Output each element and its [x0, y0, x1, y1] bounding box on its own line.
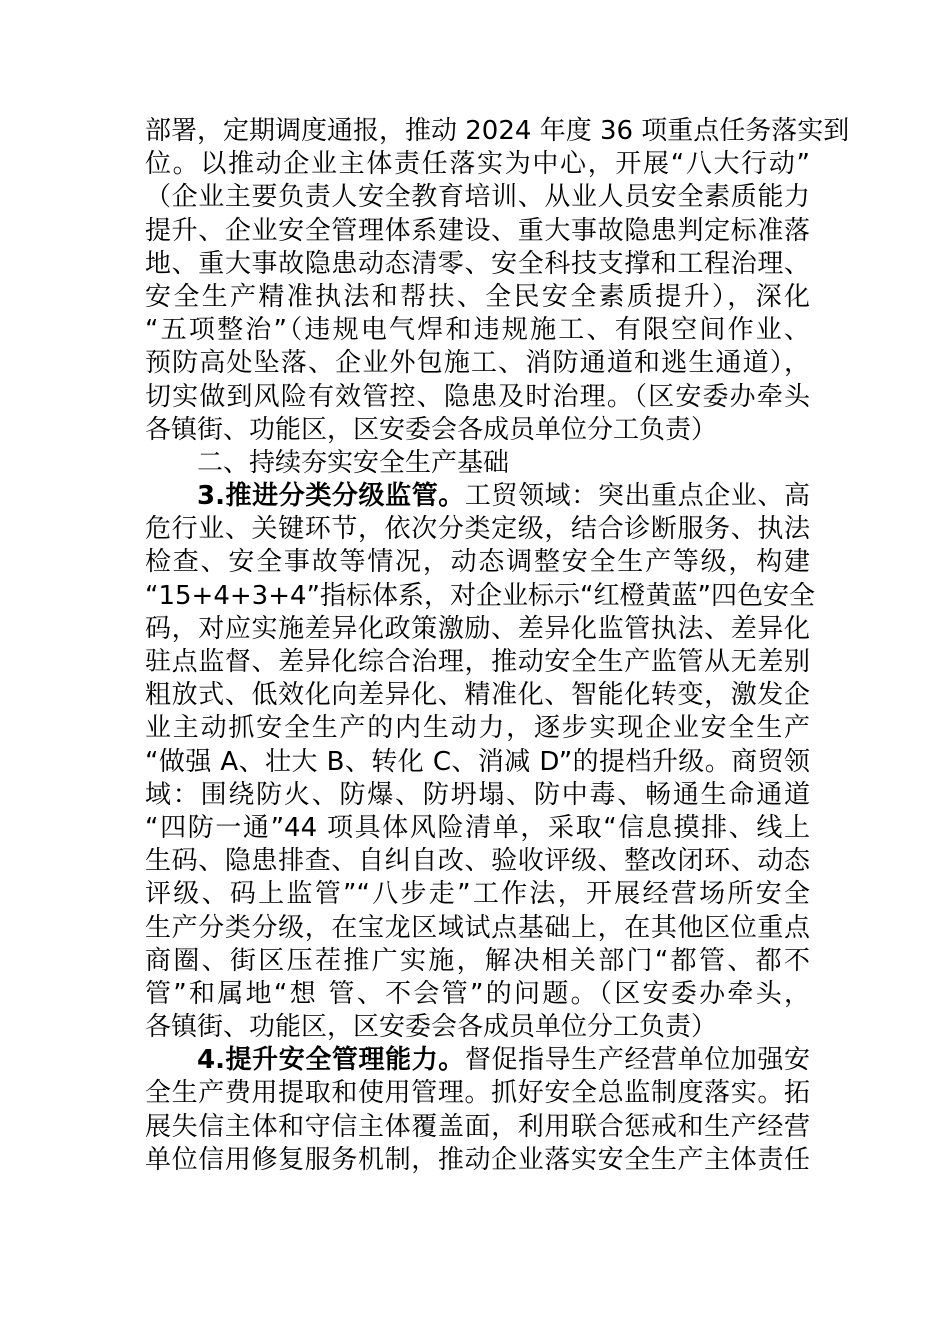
- item-4-first-line-text: 督促指导生产经营单位加强安: [464, 1045, 810, 1076]
- text-line: “四防一通”44 项具体风险清单，采取“信息摸排、线上: [145, 812, 810, 843]
- text-line: “五项整治”（违规电气焊和违规施工、有限空间作业、: [145, 315, 810, 346]
- text-line: 业主动抓安全生产的内生动力，逐步实现企业安全生产: [145, 713, 810, 744]
- text-line: 全生产费用提取和使用管理。抓好安全总监制度落实。拓: [145, 1078, 810, 1109]
- item-3-first-line-text: 工贸领域：突出重点企业、高: [464, 481, 810, 512]
- text-line: 安全生产精准执法和帮扶、全民安全素质提升），深化: [145, 281, 810, 312]
- text-line: 商圈、街区压茬推广实施，解决相关部门“都管、都不: [145, 945, 810, 976]
- text-line: 粗放式、低效化向差异化、精准化、智能化转变，激发企: [145, 680, 810, 711]
- text-line: 切实做到风险有效管控、隐患及时治理。（区安委办牵头: [145, 381, 810, 412]
- text-line: 展失信主体和守信主体覆盖面，利用联合惩戒和生产经营: [145, 1111, 810, 1142]
- text-line: 提升、企业安全管理体系建设、重大事故隐患判定标准落: [145, 215, 810, 246]
- text-line: 域：围绕防火、防爆、防坍塌、防中毒、畅通生命通道: [145, 779, 810, 810]
- item-4-first-line: [145, 1044, 810, 1077]
- text-line: 各镇街、功能区，区安委会各成员单位分工负责）: [145, 414, 718, 445]
- text-line: 危行业、关键环节，依次分类定级，结合诊断服务、执法: [145, 514, 810, 545]
- document-page: [145, 115, 850, 1177]
- text-line: “做强 A、壮大 B、转化 C、消减 D”的提档升级。商贸领: [145, 746, 810, 777]
- text-line: 单位信用修复服务机制，推动企业落实安全生产主体责任: [145, 1144, 810, 1175]
- section-heading: 二、持续夯实安全生产基础: [197, 447, 510, 478]
- item-4: [145, 1044, 810, 1177]
- text-line: （企业主要负责人安全教育培训、从业人员安全素质能力: [145, 182, 810, 213]
- item-3-title: 3.推进分类分级监管。: [197, 481, 465, 512]
- text-line: 预防高处坠落、企业外包施工、消防通道和逃生通道），: [145, 348, 810, 379]
- paragraph-1: [145, 115, 850, 447]
- item-3-first-line: [145, 480, 810, 513]
- text-line: 地、重大事故隐患动态清零、安全科技支撑和工程治理、: [145, 248, 810, 279]
- text-line: 码，对应实施差异化政策激励、差异化监管执法、差异化: [145, 613, 810, 644]
- text-line: 驻点监督、差异化综合治理，推动安全生产监管从无差别: [145, 647, 810, 677]
- text-line: 部署，定期调度通报，推动 2024 年度 36 项重点任务落实到: [145, 116, 850, 146]
- text-line: 评级、码上监管”“八步走”工作法，开展经营场所安全: [145, 879, 810, 910]
- text-line: 生产分类分级，在宝龙区域试点基础上，在其他区位重点: [145, 912, 810, 943]
- item-3: [145, 480, 815, 1044]
- text-line: 检查、安全事故等情况，动态调整安全生产等级，构建: [145, 547, 810, 578]
- text-line: 各镇街、功能区，区安委会各成员单位分工负责）: [145, 1012, 718, 1043]
- item-4-title: 4.提升安全管理能力。: [197, 1045, 465, 1076]
- text-line: 管”和属地“想 管、不会管”的问题。（区安委办牵头，: [145, 978, 810, 1009]
- text-line: 位。以推动企业主体责任落实为中心，开展“八大行动”: [145, 149, 810, 180]
- text-line: “15+4+3+4”指标体系，对企业标示“红橙黄蓝”四色安全: [145, 580, 815, 611]
- text-line: 生码、隐患排查、自纠自改、验收评级、整改闭环、动态: [145, 846, 810, 877]
